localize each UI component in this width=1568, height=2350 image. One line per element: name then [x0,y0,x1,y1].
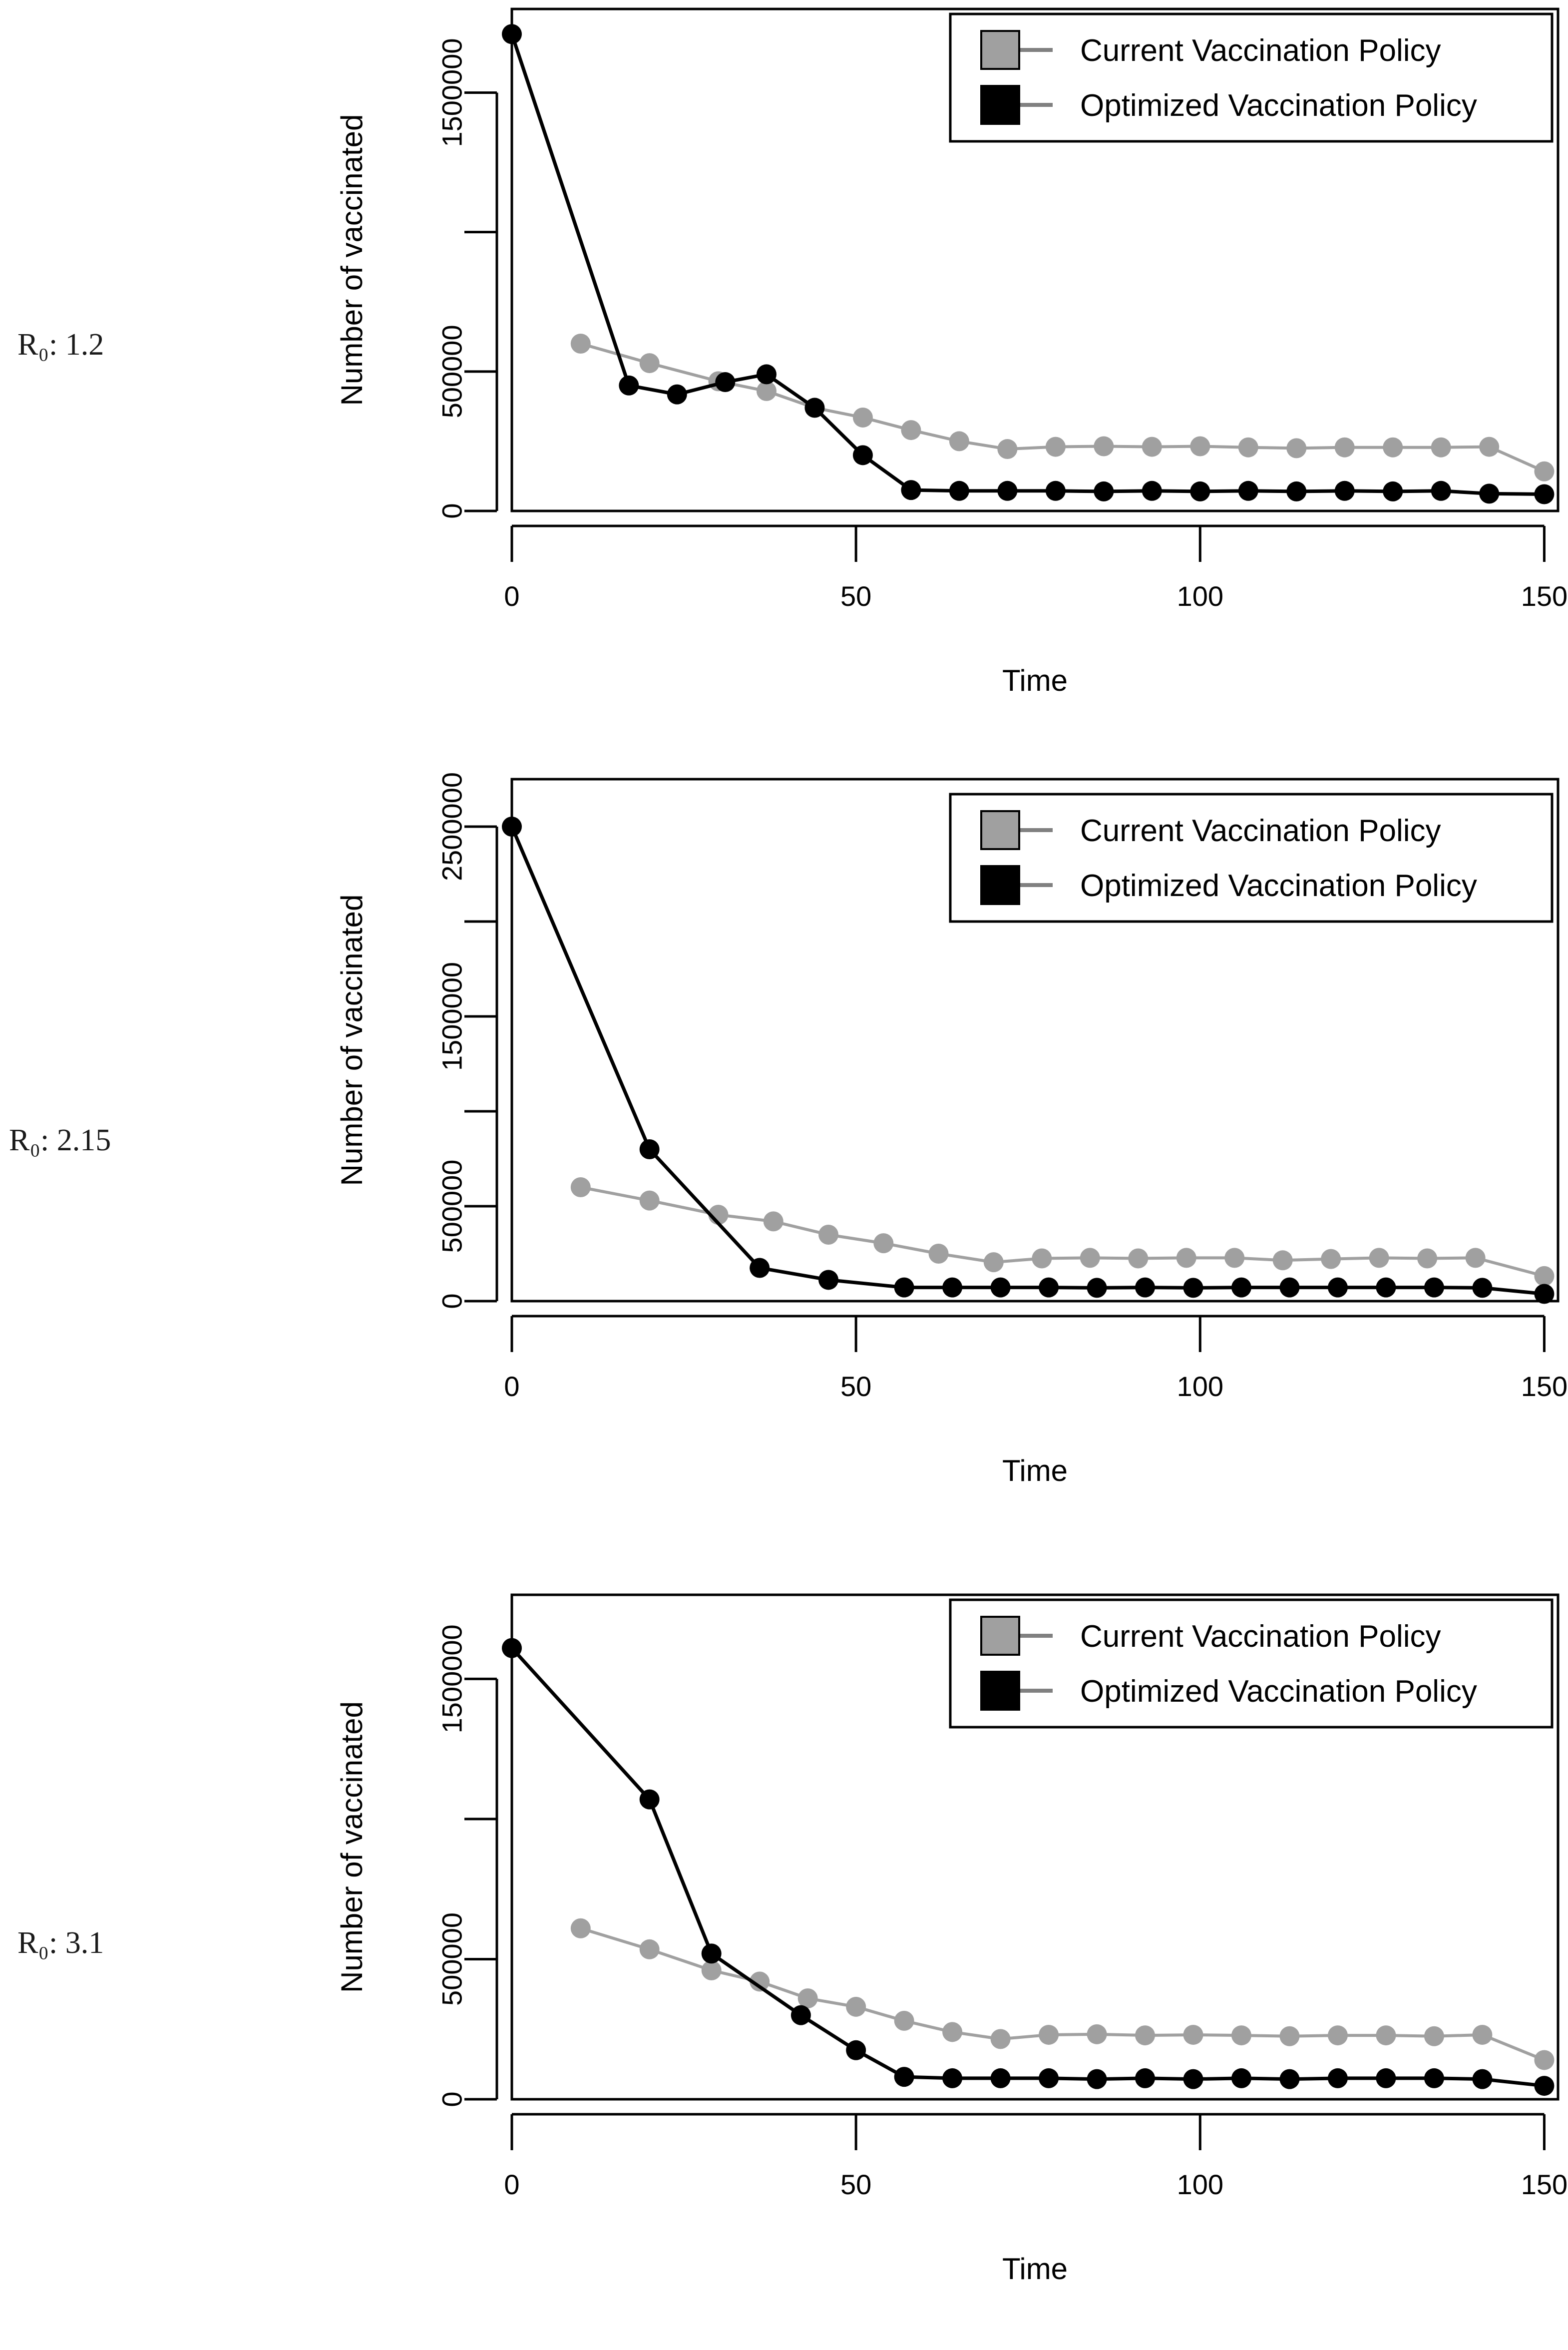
y-tick-label: 500000 [436,1159,468,1253]
data-point [1335,481,1355,501]
data-point [894,2067,914,2087]
data-point [1231,1278,1251,1298]
x-tick-label: 150 [1521,2169,1568,2200]
panel-r0-label: R₀: 1.2 [17,328,104,362]
data-point [901,480,921,500]
panel-r0-2-15 [0,764,1568,1573]
data-point [1087,2024,1107,2044]
data-point [1231,2068,1251,2088]
data-point [1183,2069,1203,2089]
x-tick-label: 100 [1176,1371,1224,1402]
data-point [1328,1278,1348,1298]
data-point [991,2068,1011,2088]
data-point [1534,484,1554,504]
x-tick-label: 0 [504,2169,520,2200]
data-point [984,1252,1004,1272]
data-point [1534,462,1554,481]
data-point [1046,437,1066,457]
data-point [818,1270,838,1290]
data-point [640,1191,660,1211]
data-point [640,353,660,373]
data-point [791,2005,811,2025]
x-tick-label: 0 [504,580,520,612]
data-point [1080,1248,1100,1268]
legend-marker-swatch [981,86,1019,124]
data-point [667,385,687,405]
y-tick-label: 500000 [436,325,468,419]
data-point [942,1278,962,1298]
data-point [1534,2050,1554,2070]
data-point [873,1233,893,1253]
data-point [846,2040,866,2060]
data-point [1046,481,1066,501]
data-point [1286,481,1306,501]
data-point [1472,1278,1492,1298]
data-point [1376,2068,1396,2088]
data-point [1383,438,1403,458]
data-point [571,334,591,354]
data-point [1424,1278,1444,1298]
data-point [1039,1278,1059,1298]
panel-r0-label: R₀: 2.15 [9,1123,111,1157]
data-point [942,2022,962,2042]
data-point [846,1997,866,2017]
legend-marker-swatch [981,811,1019,849]
plot-area [0,764,1568,1546]
series-line [581,1928,1545,2060]
data-point [1279,2026,1299,2046]
data-point [1279,1278,1299,1298]
y-tick-label: 0 [436,1293,468,1309]
data-point [1183,1278,1203,1298]
data-point [1479,483,1499,503]
panel-r0-label: R₀: 3.1 [17,1926,104,1960]
data-point [1094,436,1114,456]
data-point [1238,438,1258,458]
data-point [502,24,522,44]
data-point [853,445,873,465]
data-point [804,398,824,418]
data-point [1238,481,1258,501]
data-point [1032,1249,1052,1269]
x-axis-title: Time [1002,2252,1068,2286]
x-tick-label: 100 [1176,580,1224,612]
legend-item-optimized: Optimized Vaccination Policy [1080,88,1477,123]
data-point [1431,438,1451,458]
data-point [1369,1248,1389,1268]
legend-item-optimized: Optimized Vaccination Policy [1080,869,1477,903]
data-point [1417,1249,1437,1269]
data-point [901,420,921,440]
panel-r0-1-2 [0,0,1568,769]
data-point [1135,1278,1155,1298]
data-point [991,1278,1011,1298]
data-point [757,364,777,384]
data-point [1534,1266,1554,1286]
data-point [619,376,639,396]
legend-marker-swatch [981,31,1019,69]
x-tick-label: 50 [840,1371,872,1402]
data-point [1135,2068,1155,2088]
data-point [1328,2068,1348,2088]
x-tick-label: 0 [504,1371,520,1402]
data-point [640,1939,660,1959]
data-point [1383,481,1403,501]
legend-marker-swatch [981,1617,1019,1655]
y-tick-label: 0 [436,503,468,519]
data-point [1534,1284,1554,1304]
data-point [1376,2025,1396,2045]
x-tick-label: 150 [1521,580,1568,612]
data-point [853,408,873,428]
data-point [502,1638,522,1658]
data-point [750,1258,770,1278]
data-point [640,1139,660,1159]
y-tick-label: 500000 [436,1912,468,2006]
x-tick-label: 100 [1176,2169,1224,2200]
data-point [1183,2025,1203,2045]
data-point [1376,1278,1396,1298]
data-point [1424,2026,1444,2046]
y-tick-label: 1500000 [436,1624,468,1734]
y-tick-label: 2500000 [436,772,468,882]
data-point [1039,2025,1059,2045]
y-tick-label: 1500000 [436,38,468,147]
data-point [1231,2025,1251,2045]
panel-r0-3-1 [0,1586,1568,2298]
data-point [894,1278,914,1298]
data-point [949,481,969,501]
data-point [764,1211,784,1231]
x-tick-label: 150 [1521,1371,1568,1402]
x-axis-title: Time [1002,1454,1068,1487]
data-point [1087,1278,1107,1298]
data-point [1190,481,1210,501]
legend-marker-swatch [981,1672,1019,1710]
data-point [1479,437,1499,457]
data-point [1466,1248,1486,1268]
data-point [997,481,1017,501]
data-point [1142,437,1162,457]
data-point [1128,1249,1148,1269]
data-point [1135,2025,1155,2045]
y-tick-label: 0 [436,2091,468,2107]
plot-area [0,1586,1568,2350]
y-axis-title: Number of vaccinated [335,114,369,406]
data-point [894,2011,914,2031]
plot-area [0,0,1568,762]
data-point [571,1918,591,1938]
data-point [640,1790,660,1810]
x-axis-title: Time [1002,664,1068,697]
data-point [1039,2068,1059,2088]
data-point [1321,1249,1341,1269]
data-point [1335,438,1355,458]
data-point [702,1943,722,1963]
data-point [1087,2069,1107,2089]
data-point [1094,481,1114,501]
data-point [942,2068,962,2088]
data-point [949,431,969,451]
data-point [1286,438,1306,458]
data-point [502,817,522,837]
x-tick-label: 50 [840,2169,872,2200]
data-point [1424,2068,1444,2088]
data-point [1472,2025,1492,2045]
legend-item-current: Current Vaccination Policy [1080,33,1441,68]
data-point [571,1177,591,1197]
data-point [1224,1248,1244,1268]
data-point [1176,1248,1196,1268]
data-point [1431,481,1451,501]
legend-item-optimized: Optimized Vaccination Policy [1080,1674,1477,1709]
data-point [1472,2069,1492,2089]
data-point [1142,481,1162,501]
y-tick-label: 1500000 [436,961,468,1071]
legend-item-current: Current Vaccination Policy [1080,814,1441,848]
data-point [997,439,1017,459]
y-axis-title: Number of vaccinated [335,1701,369,1993]
data-point [1190,436,1210,456]
data-point [1328,2025,1348,2045]
data-point [818,1225,838,1245]
data-point [715,372,735,392]
data-point [1273,1250,1293,1270]
legend-marker-swatch [981,866,1019,904]
data-point [991,2029,1011,2049]
y-axis-title: Number of vaccinated [335,894,369,1186]
data-point [1279,2069,1299,2089]
legend-item-current: Current Vaccination Policy [1080,1619,1441,1654]
x-tick-label: 50 [840,580,872,612]
data-point [1534,2076,1554,2096]
data-point [929,1244,949,1264]
